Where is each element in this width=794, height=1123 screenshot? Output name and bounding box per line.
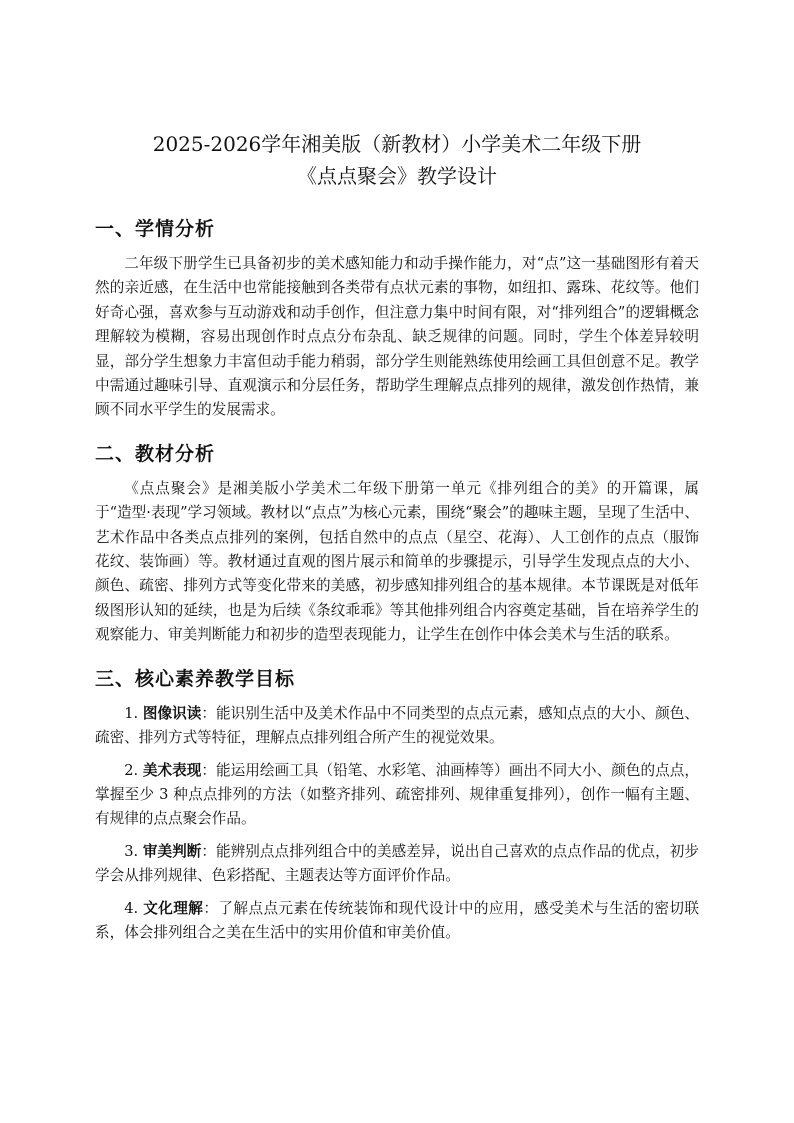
goal-item <box>95 702 699 751</box>
goal-number: 3. <box>124 842 139 860</box>
document-title-line2: 《点点聚会》教学设计 <box>297 164 497 188</box>
section-textbook-analysis <box>95 439 699 648</box>
goal-label: 审美判断 <box>142 842 202 860</box>
section-teaching-goals <box>95 664 699 946</box>
section-paragraph: 《点点聚会》是湘美版小学美术二年级下册第一单元《排列组合的美》的开篇课，属于“造型·表现”学习领域。教材以“点点”为核心元素，围绕“聚会”的趣味主题，呈现了生活中、艺术作品中各类点点排列的案例，包括自然中的点点（星空、花海）、人工创作的点点（服饰花纹、装饰画）等。教材通过直观的图片展示和简单的步骤提示，引导学生发现点点的大小、颜色、疏密、排列方式等变化带来的美感，初步感知排列组合的基本规律。本节课既是对低年级图形认知的延续，也是为后续《条纹乖乖》等其他排列组合内容奠定基础，旨在培养学生的观察能力、审美判断能力和初步的造型表现能力，让学生在创作中体会美术与生活的联系。 <box>95 479 699 644</box>
section-heading: 一、学情分析 <box>95 218 216 240</box>
section-heading: 三、核心素养教学目标 <box>95 667 296 690</box>
goal-item <box>95 897 699 946</box>
goal-text: ：了解点点元素在传统装饰和现代设计中的应用，感受美术与生活的密切联系，体会排列组合之美在生活中的实用价值和审美价值。 <box>95 899 699 941</box>
goal-number: 2. <box>124 761 139 779</box>
goal-text: ：能辨别点点排列组合中的美感差异，说出自己喜欢的点点作品的优点，初步学会从排列规律、色彩搭配、主题表达等方面评价作品。 <box>95 842 699 885</box>
goal-number: 4. <box>124 899 139 917</box>
goal-number: 1. <box>124 704 139 722</box>
goal-label: 图像识读 <box>142 704 202 722</box>
goal-label: 文化理解 <box>143 899 204 917</box>
document-title-line1: 2025-2026学年湘美版（新教材）小学美术二年级下册 <box>152 132 642 156</box>
goal-item <box>95 759 699 832</box>
goal-item <box>95 840 699 889</box>
section-paragraph: 二年级下册学生已具备初步的美术感知能力和动手操作能力，对“点”这一基础图形有着天然的亲近感，在生活中也常能接触到各类带有点状元素的事物，如纽扣、露珠、花纹等。他们好奇心强，喜欢参与互动游戏和动手创作，但注意力集中时间有限，对“排列组合”的逻辑概念理解较为模糊，容易出现创作时点点分布杂乱、缺乏规律的问题。同时，学生个体差异较明显，部分学生想象力丰富但动手能力稍弱，部分学生则能熟练使用绘画工具但创意不足。教学中需通过趣味引导、直观演示和分层任务，帮助学生理解点点排列的规律，激发创作热情，兼顾不同水平学生的发展需求。 <box>95 255 699 419</box>
goal-text: ：能识别生活中及美术作品中不同类型的点点元素，感知点点的大小、颜色、疏密、排列方式等特征，理解点点排列组合所产生的视觉效果。 <box>95 704 699 747</box>
section-heading: 二、教材分析 <box>95 442 216 465</box>
section-student-analysis <box>95 214 699 423</box>
document-page <box>95 128 699 953</box>
goal-label: 美术表现 <box>142 761 202 779</box>
goal-text: ：能运用绘画工具（铅笔、水彩笔、油画棒等）画出不同大小、颜色的点点，掌握至少 3 种点点排列的方法（如整齐排列、疏密排列、规律重复排列），创作一幅有主题、有规律的点点聚会作品。 <box>95 761 699 828</box>
